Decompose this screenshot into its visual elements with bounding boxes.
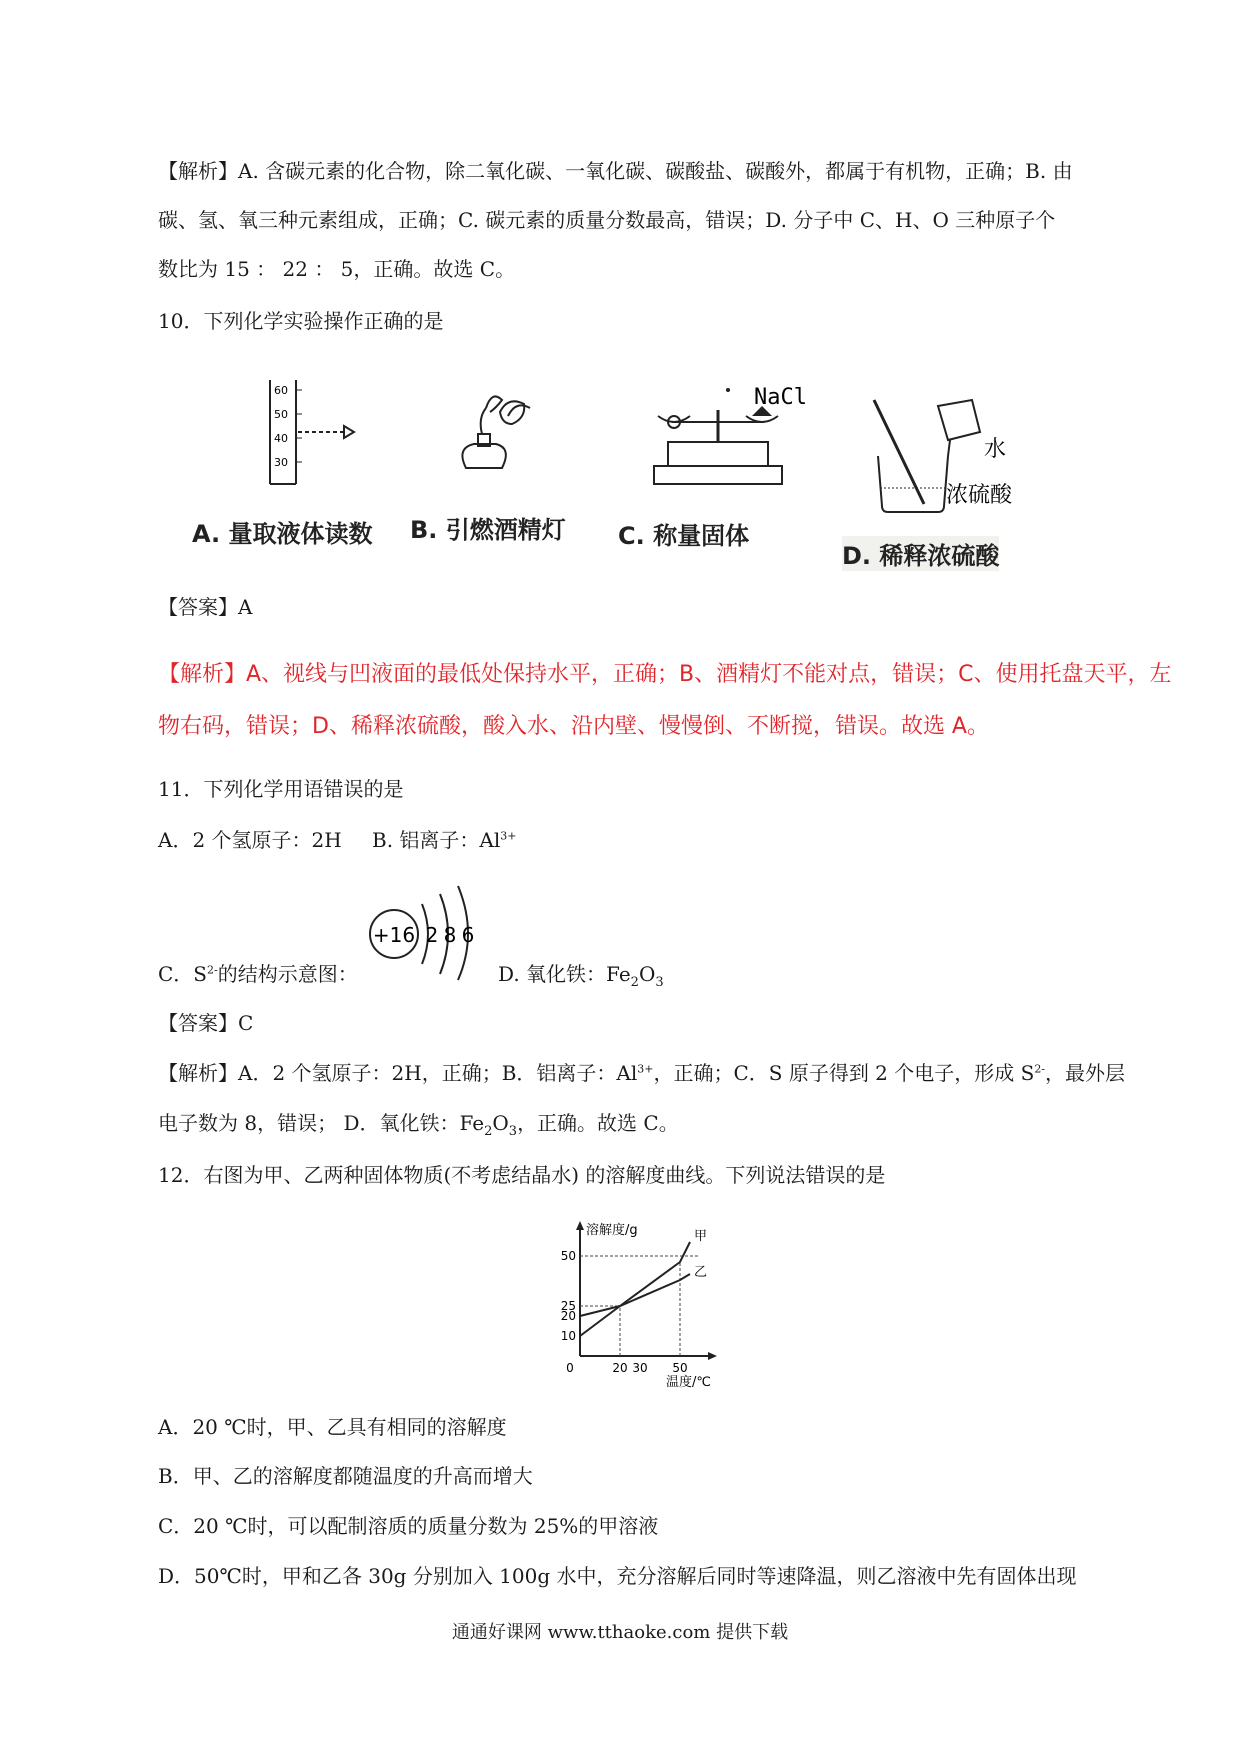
balance-figure bbox=[648, 382, 807, 490]
y-tick-25: 25 bbox=[560, 1299, 576, 1313]
y-axis-arrow bbox=[576, 1221, 584, 1230]
q10-analysis-line2: 物右码，错误；D、稀释浓硫酸，酸入水、沿内壁、慢慢倒、不断搅，错误。故选 A。 bbox=[158, 714, 989, 739]
y-tick-10: 10 bbox=[560, 1329, 576, 1343]
q9-analysis-line2: 碳、氢、氧三种元素组成，正确；C. 碳元素的质量分数最高，错误；D. 分子中 C、H、O 三种原子个 bbox=[158, 208, 1056, 232]
tick-60: 60 bbox=[274, 384, 288, 397]
x-tick-20: 20 bbox=[612, 1361, 628, 1375]
tick-30: 30 bbox=[274, 456, 288, 469]
q11-question: 11．下列化学用语错误的是 bbox=[158, 777, 404, 801]
fig-label-d: D. 稀释浓硫酸 bbox=[842, 536, 999, 571]
fig-label-a: A. 量取液体读数 bbox=[192, 520, 373, 548]
q11-analysis-line1: 【解析】A．2 个氢原子：2H，正确；B．铝离子：$Al^{3+}$，正确；C．S 原子得到 2 个电子，形成 $S^{2-}$，最外层 bbox=[158, 1061, 1126, 1085]
shell-2-count: 8 bbox=[443, 923, 457, 947]
x-tick-0: 0 bbox=[566, 1361, 574, 1375]
nucleus-label: +16 bbox=[372, 923, 416, 947]
y-tick-50: 50 bbox=[560, 1249, 576, 1263]
q11-answer: 【答案】C bbox=[158, 1011, 254, 1035]
nacl-label: NaCl bbox=[754, 385, 807, 410]
x-axis-arrow bbox=[708, 1352, 717, 1360]
q10-question: 10．下列化学实验操作正确的是 bbox=[158, 309, 444, 333]
q12-option-a: A．20 ℃时，甲、乙具有相同的溶解度 bbox=[158, 1415, 507, 1439]
q11-option-d: D. 氧化铁：$Fe_2O_3$ bbox=[498, 962, 664, 990]
q10-answer: 【答案】A bbox=[158, 595, 253, 619]
q9-analysis-line1: 【解析】A. 含碳元素的化合物，除二氧化碳、一氧化碳、碳酸盐、碳酸外，都属于有机物，正确；B. 由 bbox=[158, 159, 1073, 183]
q12-question: 12．右图为甲、乙两种固体物质(不考虑结晶水) 的溶解度曲线。下列说法错误的是 bbox=[158, 1163, 886, 1187]
q12-option-b: B．甲、乙的溶解度都随温度的升高而增大 bbox=[158, 1464, 533, 1488]
x-tick-30: 30 bbox=[632, 1361, 648, 1375]
dilution-figure bbox=[868, 396, 1038, 518]
q11-option-c: C．$S^{2-}$的结构示意图： bbox=[158, 962, 358, 986]
fig-label-c: C. 称量固体 bbox=[618, 522, 750, 550]
y-tick-20: 20 bbox=[560, 1309, 576, 1323]
fig-label-b: B. 引燃酒精灯 bbox=[410, 516, 566, 544]
series-label-1: 甲 bbox=[694, 1229, 708, 1244]
q9-analysis-line3: 数比为 15 ： 22 ： 5，正确。故选 C。 bbox=[158, 257, 516, 281]
shell-3-count: 6 bbox=[461, 923, 475, 947]
series-label-2: 乙 bbox=[694, 1265, 708, 1280]
water-label: 水 bbox=[984, 437, 1007, 462]
q12-option-c: C．20 ℃时，可以配制溶质的质量分数为 25%的甲溶液 bbox=[158, 1514, 659, 1538]
footer: 通通好课网 www.tthaoke.com 提供下载 bbox=[451, 1622, 789, 1643]
q11-analysis-line2: 电子数为 8，错误； D．氧化铁：$Fe_2O_3$，正确。故选 C。 bbox=[158, 1111, 679, 1139]
tick-40: 40 bbox=[274, 432, 288, 445]
solubility-chart bbox=[548, 1210, 748, 1390]
q11-option-b: B. 铝离子：$Al^{3+}$ bbox=[372, 828, 517, 852]
x-axis-label: 温度/℃ bbox=[666, 1375, 711, 1390]
tick-50: 50 bbox=[274, 408, 288, 421]
q10-analysis-line1: 【解析】A、视线与凹液面的最低处保持水平，正确；B、酒精灯不能对点，错误；C、使用托盘天平，左 bbox=[158, 662, 1172, 687]
alcohol-lamp-figure bbox=[446, 378, 546, 488]
q12-option-d: D．50℃时，甲和乙各 30g 分别加入 100g 水中，充分溶解后同时等速降温，则乙溶液中先有固体出现 bbox=[158, 1564, 1077, 1588]
y-axis-label: 溶解度/g bbox=[586, 1223, 638, 1238]
eye-icon bbox=[344, 426, 354, 438]
sulfur-ion-structure-diagram bbox=[364, 880, 504, 976]
x-tick-50: 50 bbox=[672, 1361, 688, 1375]
shell-1-count: 2 bbox=[425, 923, 439, 947]
acid-label: 浓硫酸 bbox=[946, 483, 1013, 508]
graduated-cylinder-figure bbox=[262, 372, 362, 492]
q11-option-a: A．2 个氢原子：2H bbox=[158, 828, 342, 852]
